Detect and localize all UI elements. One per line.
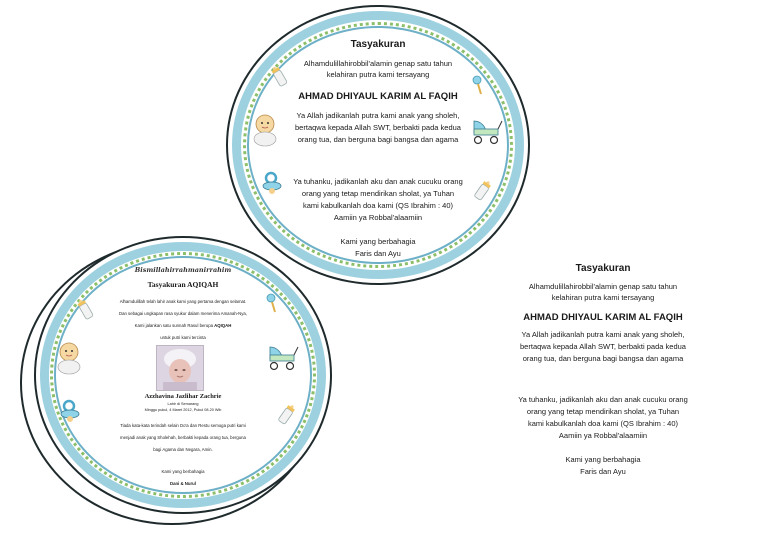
- plain-doa4: Aamiin ya Robbal'alaamiin: [558, 431, 648, 440]
- plain-line2: kelahiran putra kami tersayang: [551, 293, 655, 302]
- card-left-s1: Kami yang berbahagia: [161, 469, 205, 474]
- card-left-baby-date: Minggu pukul, 4 Maret 2012, Pukul 08.20 Wib: [144, 408, 222, 412]
- card-main-prayer2: bertaqwa kepada Allah SWT, berbakti pada kedua: [295, 123, 461, 132]
- pacifier-icon: [58, 398, 82, 429]
- card-left: [36, 238, 330, 512]
- card-main-sign1: Kami yang berbahagia: [340, 237, 416, 246]
- card-left-p1: Alhamdulillah telah lahir anak kami yang pertama dengan selamat.: [119, 299, 247, 304]
- card-left-p2: Dan sebagai ungkapan rasa syukur dalam menerima Amanah-Nya,: [118, 311, 248, 316]
- card-left-q3: bagi Agama dan Negara, Amin.: [153, 447, 213, 452]
- plain-sign1: Kami yang berbahagia: [565, 455, 641, 464]
- card-main-doa3: kami kabulkanlah doa kami (QS Ibrahim : 40): [302, 201, 454, 210]
- bottle-icon: [278, 401, 296, 432]
- card-left-baby-sub: Lahir di Semarang: [167, 402, 199, 406]
- plain-name: AHMAD DHIYAUL KARIM AL FAQIH: [523, 312, 683, 323]
- bottle-icon: [270, 63, 288, 94]
- plain-title: Tasyakuran: [575, 263, 631, 274]
- card-main-doa4: Aamiin ya Robbal'alaamiin: [333, 213, 423, 222]
- plain-line1: Alhamdulillahirobbil'alamin genap satu tahun: [528, 282, 678, 291]
- card-left-baby-name: Azzhavina Jazlihar Zachrie: [144, 393, 222, 400]
- baby-photo: [156, 345, 204, 391]
- plain-text-block: [478, 262, 728, 478]
- plain-sign2: Faris dan Ayu: [580, 467, 626, 476]
- card-left-p4: untuk putri kami tercinta: [160, 335, 206, 340]
- bottle-icon: [76, 296, 94, 327]
- card-main-name: AHMAD DHIYAUL KARIM AL FAQIH: [298, 91, 458, 102]
- card-main-prayer1: Ya Allah jadikanlah putra kami anak yang sholeh,: [296, 111, 460, 120]
- card-left-p3-bold: AQIQAH: [214, 323, 232, 328]
- card-left-q1: Tiada kata-kata terindah selain Do'a dan Restu semoga putri kami: [120, 423, 246, 428]
- card-main-line2: kelahiran putra kami tersayang: [326, 70, 430, 79]
- baby-icon: [52, 341, 86, 380]
- card-left-q2: menjadi anak yang Sholehah, berbakti kepada orang tua, berguna: [120, 435, 246, 440]
- card-main-sign2: Faris dan Ayu: [355, 249, 401, 258]
- plain-doa2: orang yang tetap mendirikan sholat, ya Tuhan: [526, 407, 680, 416]
- stroller-icon: [468, 115, 504, 150]
- baby-icon: [248, 113, 282, 152]
- card-main-doa2: orang yang tetap mendirikan sholat, ya Tuhan: [301, 189, 455, 198]
- rattle-icon: [471, 75, 485, 100]
- card-left-s2: Dani & Nurul: [169, 481, 197, 486]
- stroller-icon: [264, 341, 300, 376]
- rattle-icon: [265, 293, 279, 318]
- plain-prayer1: Ya Allah jadikanlah putra kami anak yang sholeh,: [521, 330, 685, 339]
- card-main-line1: Alhamdulillahirobbil'alamin genap satu tahun: [303, 59, 453, 68]
- plain-doa1: Ya tuhanku, jadikanlah aku dan anak cucuku orang: [518, 395, 688, 404]
- bottle-icon: [474, 177, 492, 208]
- card-main-prayer3: orang tua, dan berguna bagi bangsa dan agama: [297, 135, 459, 144]
- plain-doa3: kami kabulkanlah doa kami (QS Ibrahim : 40): [527, 419, 679, 428]
- card-left-title: Tasyakuran AQIQAH: [147, 280, 219, 289]
- card-main: [228, 7, 528, 283]
- pacifier-icon: [260, 170, 284, 201]
- card-main-doa1: Ya tuhanku, jadikanlah aku dan anak cucuku orang: [293, 177, 463, 186]
- card-main-title: Tasyakuran: [350, 39, 406, 50]
- card-left-p3-text: Kami jalankan satu sunnah Rasul berupa: [134, 323, 215, 328]
- card-left-bismillah: Bismillahirrahmanirrahim: [134, 266, 232, 274]
- plain-prayer3: orang tua, dan berguna bagi bangsa dan agama: [522, 354, 684, 363]
- plain-prayer2: bertaqwa kepada Allah SWT, berbakti pada kedua: [520, 342, 686, 351]
